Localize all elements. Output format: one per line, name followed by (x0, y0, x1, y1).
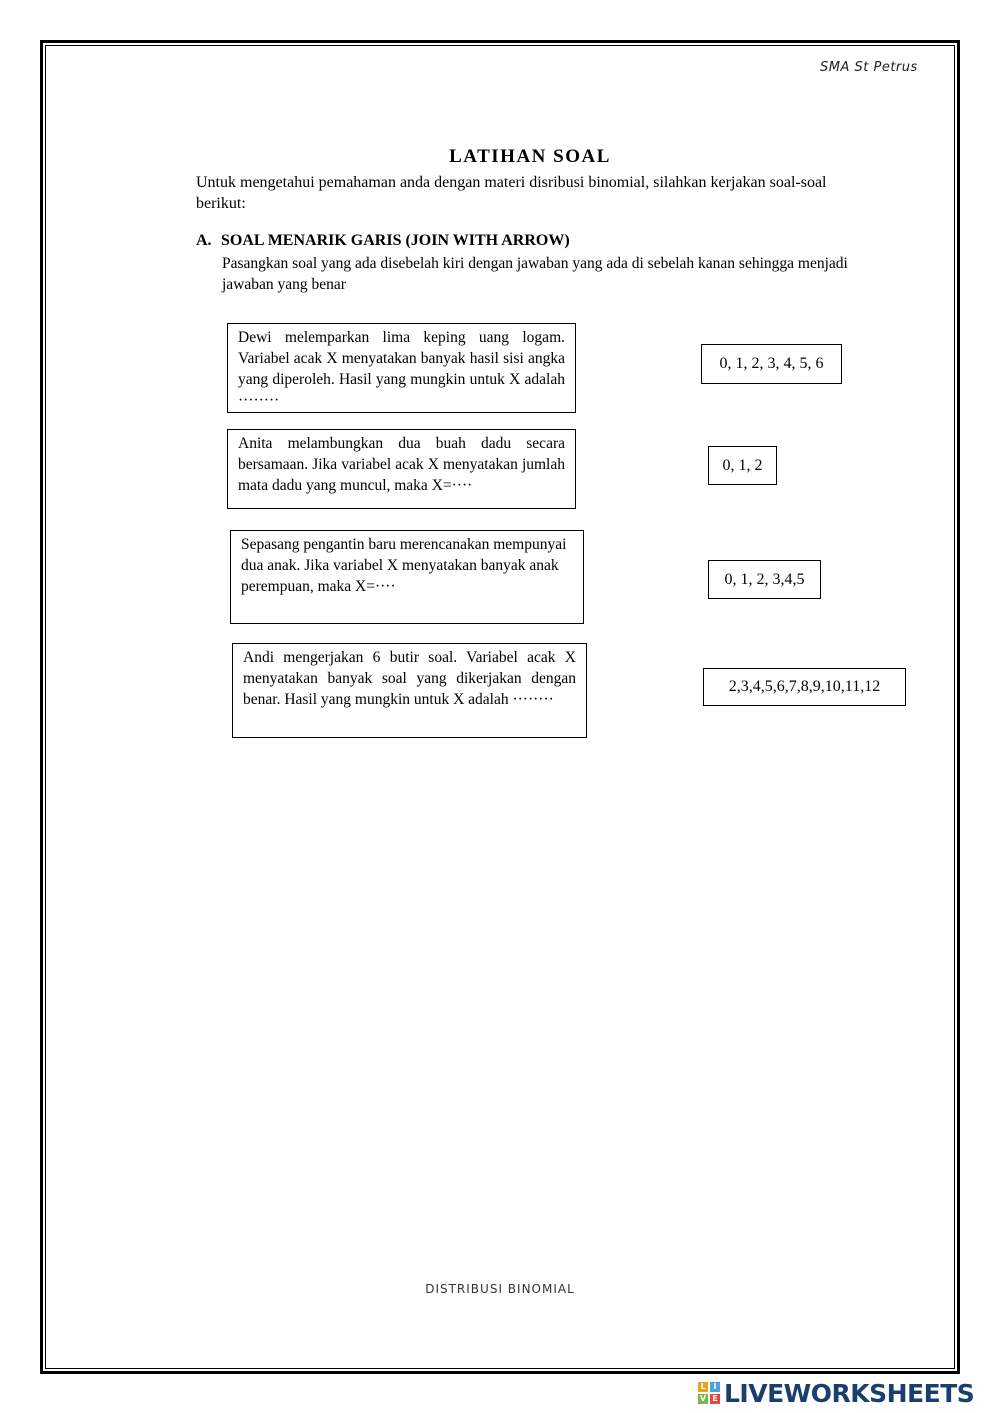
logo-letter-l: L (698, 1382, 708, 1392)
answer-box-1[interactable]: 0, 1, 2, 3, 4, 5, 6 (701, 344, 842, 384)
logo-letter-i: I (710, 1382, 720, 1392)
footer-text: DISTRIBUSI BINOMIAL (425, 1282, 575, 1296)
answer-box-4[interactable]: 2,3,4,5,6,7,8,9,10,11,12 (703, 668, 906, 706)
section-title: SOAL MENARIK GARIS (JOIN WITH ARROW) (221, 232, 570, 249)
liveworksheets-logo-icon (698, 1382, 720, 1404)
answer-box-3[interactable]: 0, 1, 2, 3,4,5 (708, 560, 821, 599)
question-box-3[interactable]: Sepasang pengantin baru merencanakan mempunyai dua anak. Jika variabel X menyatakan banyak anak perempuan, maka X=···· (230, 530, 584, 624)
section-number: A. (196, 232, 212, 249)
question-box-4[interactable]: Andi mengerjakan 6 butir soal. Variabel acak X menyatakan banyak soal yang dikerjakan dengan benar. Hasil yang mungkin untuk X adalah ········ (232, 643, 587, 738)
school-name: SMA St Petrus (820, 60, 918, 75)
section-heading (196, 232, 570, 250)
intro-text: Untuk mengetahui pemahaman anda dengan materi disribusi binomial, silahkan kerjakan soal-soal berikut: (196, 174, 827, 212)
logo-letter-v: V (699, 1394, 707, 1403)
question-box-2[interactable]: Anita melambungkan dua buah dadu secara bersamaan. Jika variabel acak X menyatakan jumlah mata dadu yang muncul, maka X=···· (227, 429, 576, 509)
logo-letter-e: E (710, 1394, 720, 1404)
section-instruction: Pasangkan soal yang ada disebelah kiri dengan jawaban yang ada di sebelah kanan sehingga menjadi jawaban yang benar (222, 255, 848, 293)
brand-name: LIVEWORKSHEETS (724, 1378, 975, 1408)
page-title: LATIHAN SOAL (449, 146, 611, 167)
question-box-1[interactable]: Dewi melemparkan lima keping uang logam. Variabel acak X menyatakan banyak hasil sisi angka yang diperoleh. Hasil yang mungkin untuk X adalah ········ (227, 323, 576, 413)
answer-box-2[interactable]: 0, 1, 2 (708, 446, 777, 485)
liveworksheets-brand (698, 1378, 974, 1408)
